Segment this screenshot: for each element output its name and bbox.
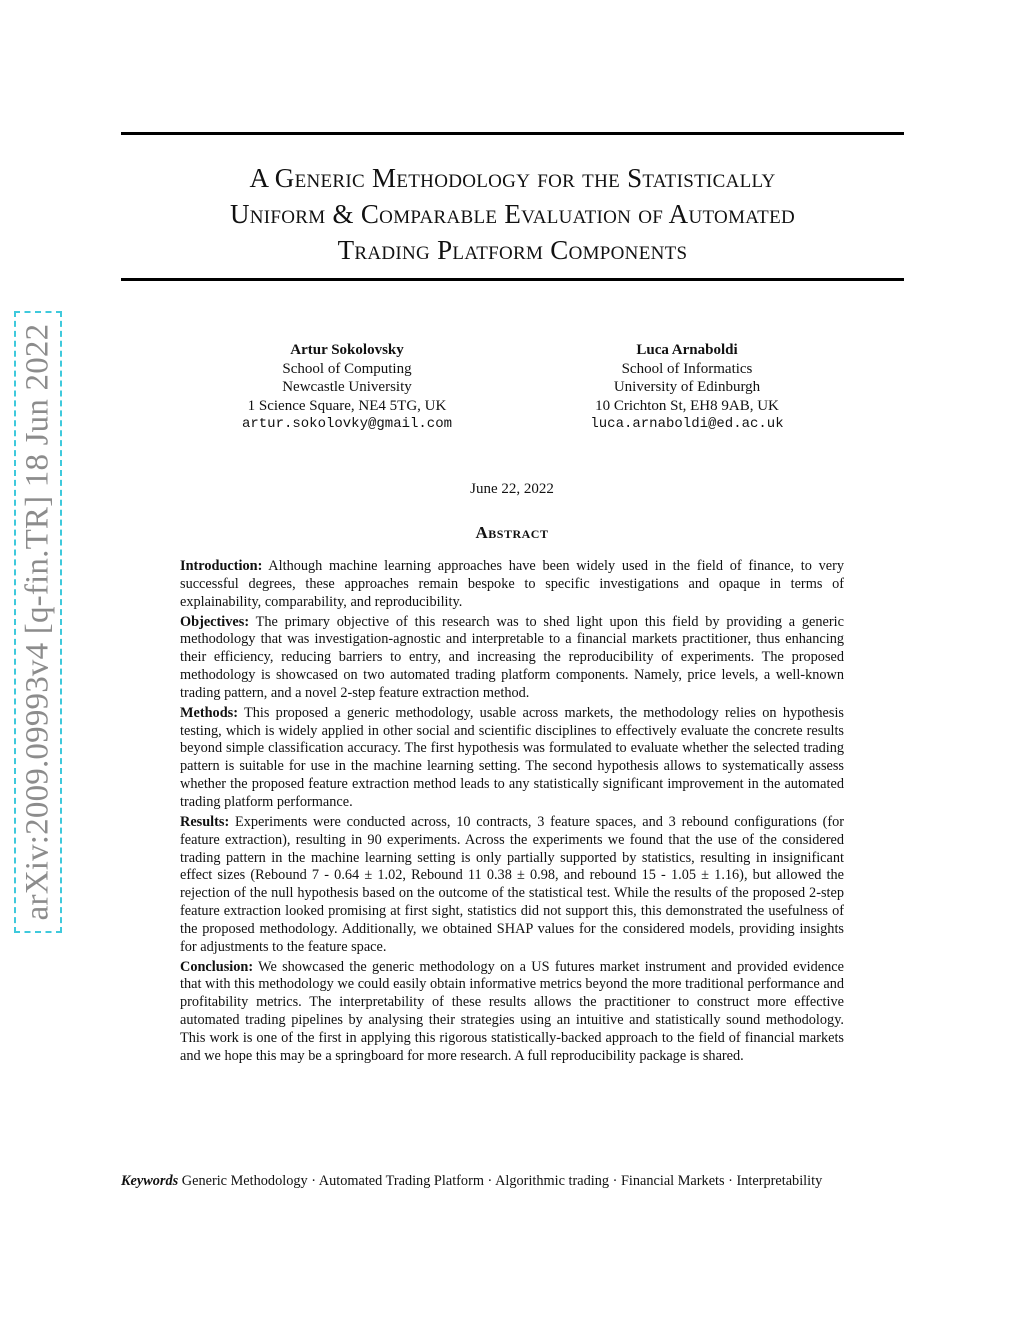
section-text: We showcased the generic methodology on a US futures market instrument and provided evidence that with this methodology we could easily obtain informative metrics beyond the more traditional performance and profitability metrics. The interpretability of these results allows the practitioner to construct more effective automated trading pipelines by analysing their strategies using an intuitive and statistically sound methodology. This work is one of the first in applying this rigorous statistically-backed approach to the field of financial markets and we hope this may be a springboard for more research. A full reproducibility package is shared. <box>180 958 844 1064</box>
section-text: Although machine learning approaches have been widely used in the field of finance, to very successful degrees, these approaches remain bespoke to specific investigations and opaque in terms of explainability, comparability, and reproducibility. <box>180 558 844 610</box>
section-label: Methods: <box>180 704 238 721</box>
author-name: Artur Sokolovsky <box>290 342 404 358</box>
section-text: This proposed a generic methodology, usable across markets, the methodology relies on hypothesis testing, which is widely applied in other social and scientific disciplines to effectively evaluate the concrete results beyond simple classification accuracy. The first hypothesis was formulated to evaluate whether the selected trading pattern is suitable for use in the machine learning setting. The second hypothesis allows to systematically assess whether the proposed feature extraction method leads to any statistically significant improvement in the automated trading platform performance. <box>180 704 844 810</box>
section-text: The primary objective of this research was to shed light upon this field by providing a generic methodology that was investigation-agnostic and interpretable to a financial markets practitioner, thus enhancing their efficiency, reducing barriers to entry, and increasing the reproducibility of experiments. The proposed methodology is showcased on two automated trading platform components. Namely, price levels, a well-known trading pattern, and a novel 2-step feature extraction method. <box>180 613 844 701</box>
title-line-1: A Generic Methodology for the Statistically <box>249 163 776 193</box>
author-block-2 <box>527 341 847 434</box>
title-rule-bottom <box>121 278 904 281</box>
paper-date: June 22, 2022 <box>470 481 554 497</box>
author-name: Luca Arnaboldi <box>636 342 738 358</box>
keywords <box>121 1172 866 1191</box>
title-rule-top <box>121 132 904 135</box>
author-email[interactable]: artur.sokolovky@gmail.com <box>241 416 453 432</box>
section-label: Results: <box>180 813 230 830</box>
arxiv-identifier[interactable]: arXiv:2009.09993v4 [q-fin.TR] 18 Jun 2022 <box>19 323 56 921</box>
section-text: Experiments were conducted across, 10 contracts, 3 feature spaces, and 3 rebound configurations (for feature extraction), resulting in 90 experiments. Across the experiments we found that the use of the considered trading pattern in the machine learning setting is only partially supported by statistics, resulting in insignificant effect sizes (Rebound 7 - 0.64 ± 1.02, Rebound 11 0.38 ± 0.98, and rebound 15 - 1.05 ± 1.16), but allowed the rejection of the null hypothesis based on the outcome of the statistical test. While the results of the proposed 2-step feature extraction looked promising at first sight, statistics did not support this, this demonstrated the usefulness of the proposed methodology. Additionally, we obtained SHAP values for the considered models, providing insights for adjustments to the feature space. <box>180 813 844 955</box>
author-university: University of Edinburgh <box>613 379 761 395</box>
arxiv-stamp <box>14 311 62 933</box>
title-line-2: Uniform & Comparable Evaluation of Automated <box>229 199 796 229</box>
abstract-results <box>180 814 844 957</box>
section-label: Objectives: <box>180 613 250 630</box>
section-label: Conclusion: <box>180 958 254 975</box>
keywords-text: Generic Methodology · Automated Trading Platform · Algorithmic trading · Financial Markets · Interpretability <box>181 1173 823 1189</box>
abstract-conclusion <box>180 959 844 1066</box>
abstract-methods <box>180 705 844 812</box>
author-school: School of Informatics <box>621 360 753 377</box>
abstract-heading: Abstract <box>475 523 549 542</box>
keywords-label: Keywords <box>121 1173 179 1189</box>
author-university: Newcastle University <box>282 379 412 395</box>
paper-title <box>121 160 904 268</box>
abstract-introduction <box>180 558 844 612</box>
author-address: 10 Crichton St, EH8 9AB, UK <box>595 397 779 414</box>
author-address: 1 Science Square, NE4 5TG, UK <box>247 397 447 414</box>
title-line-3: Trading Platform Components <box>337 235 688 265</box>
author-block-1 <box>187 341 507 434</box>
author-school: School of Computing <box>282 360 412 377</box>
author-email[interactable]: luca.arnaboldi@ed.ac.uk <box>590 416 784 432</box>
section-label: Introduction: <box>180 558 263 574</box>
abstract-body <box>180 558 844 1068</box>
abstract-objectives <box>180 614 844 703</box>
